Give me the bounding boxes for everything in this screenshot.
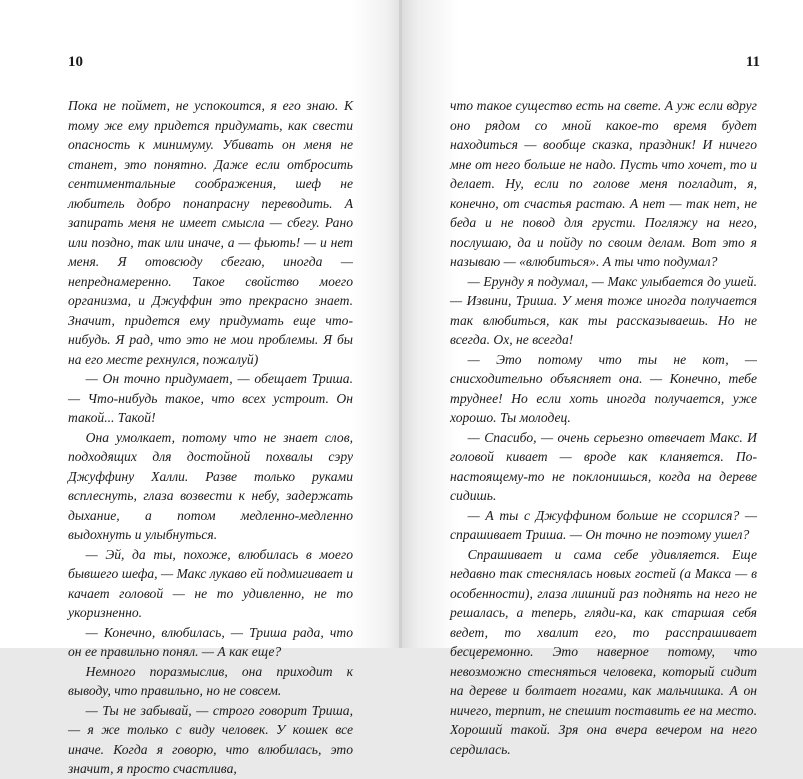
paragraph: что такое существо есть на свете. А уж если вдруг оно рядом со мной какое-то время будет находиться — вообще сказка, праздник! И ничего мне от него больше не надо. Пусть что хочет, то и делает. Ну, если по голове меня погладит, я, конечно, от счастья растаю. А нет — так нет, не беда и не повод для грусти. Погляжу на него, послушаю, да и пойду по своим делам. Вот это я называю — «влюбиться». А ты что подумал?: [450, 98, 757, 269]
paragraph: — Эй, да ты, похоже, влюбилась в моего бывшего шефа, — Макс лукаво ей подмигивает и качает головой — не то удивленно, не то укоризненно.: [68, 546, 353, 620]
left-page-text: [68, 96, 353, 779]
page-number-left: 10: [68, 54, 83, 70]
left-page: [0, 0, 399, 776]
paragraph: — Ты не забывай, — строго говорит Триша, — я же только с виду человек. У кошек все иначе. Когда я говорю, что влюбилась, это значит, я просто счастлива,: [68, 702, 353, 776]
paragraph: Пока не поймет, не успокоится, я его знаю. К тому же ему придется придумать, как свести опасность к минимуму. Убивать он меня не станет, это понятно. Даже если отбросить сентиментальные соображения, шеф не любитель добро понапрасну переводить. А запирать меня не имеет смысла — сбегу. Рано или поздно, так или иначе, а — фьють! — и нет меня. Я отовсюду сбегаю, иногда — непреднамеренно. Такое свойство моего организма, и Джуффин это прекрасно знает. Значит, придется ему придумать еще что-нибудь. Я рад, что это не мои проблемы. Я бы на его месте рехнулся, пожалуй): [68, 98, 353, 367]
paragraph: — Ерунду я подумал, — Макс улыбается до ушей. — Извини, Триша. У меня тоже иногда получается так влюбиться, как ты рассказываешь. Но не всегда. Ох, не всегда!: [450, 273, 757, 347]
paragraph: Спрашивает и сама себе удивляется. Еще недавно так стеснялась новых гостей (а Макса — в особенности), глаза лишний раз поднять на него не решалась, а теперь, гляди-ка, как старшая себя ведет, то хвалит его, то расспрашивает бесцеремонно. Это наверное потому, что невозможно стесняться человека, который сидит на дереве и болтает ногами, как мальчишка. А он ничего, терпит, не спешит поставить ее на место. Хороший такой. Зря она вчера вечером на него сердилась.: [450, 546, 757, 757]
paragraph: — А ты с Джуффином больше не ссорился? — спрашивает Триша. — Он точно не поэтому ушел?: [450, 507, 757, 542]
paragraph: Она умолкает, потому что не знает слов, подходящих для достойной похвалы сэру Джуффину Халли. Разве только руками всплеснуть, глаза возвести к небу, задержать дыхание, а потом медленно-медленно выдохнуть и улыбнуться.: [68, 429, 353, 542]
page-number-right: 11: [745, 54, 760, 70]
paragraph: Немного поразмыслив, она приходит к выводу, что правильно, но не совсем.: [68, 663, 353, 698]
paragraph: — Это потому что ты не кот, — снисходительно объясняет она. — Конечно, тебе труднее! Но если хоть иногда получается, уже хорошо. Ты молодец.: [450, 351, 757, 425]
right-page: [402, 0, 803, 757]
paragraph: — Спасибо, — очень серьезно отвечает Макс. И головой кивает — вроде как кланяется. По-настоящему-то не поклонишься, когда на дереве сидишь.: [450, 429, 757, 503]
paragraph: — Конечно, влюбилась, — Триша рада, что он ее правильно понял. — А как еще?: [68, 624, 353, 659]
right-page-text: [450, 96, 757, 759]
paragraph: — Он точно придумает, — обещает Триша. — Что-нибудь такое, что всех устроит. Он такой... Такой!: [68, 371, 353, 425]
